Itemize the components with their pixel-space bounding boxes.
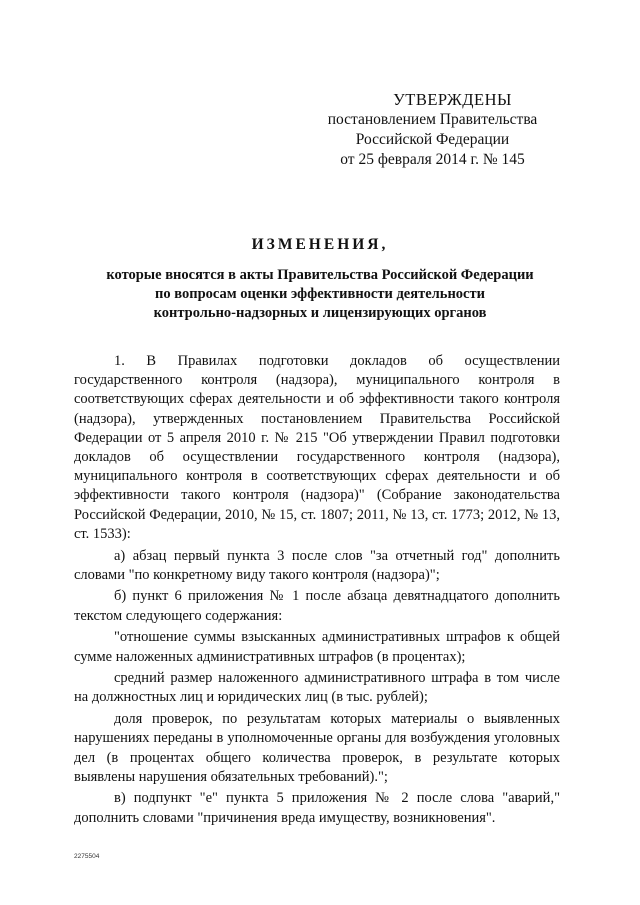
approval-line-government: Российской Федерации [355,131,510,148]
document-subtitle-line-1: которые вносятся в акты Правительства Российской Федерации [106,267,534,283]
approval-block [310,90,555,170]
paragraph-quote-1: "отношение суммы взысканных административных штрафов к общей сумме наложенных административных штрафов (в процентах); [74,629,560,665]
paragraph-item-b: б) пункт 6 приложения № 1 после абзаца девятнадцатого дополнить текстом следующего содержания: [74,588,560,624]
document-subtitle-line-3: контрольно-надзорных и лицензирующих органов [153,305,487,321]
document-subtitle-line-2: по вопросам оценки эффективности деятельности [155,286,485,302]
paragraph-1: 1. В Правилах подготовки докладов об осуществлении государственного контроля (надзора), муниципального контроля в соответствующих сферах деятельности и об эффективности такого контроля (надзора), утвержденных постановлением Правительства Российской Федерации от 5 апреля 2010 г. № 215 "Об утверждении Правил подготовки докладов об осуществлении государственного контроля (надзора), муниципального контроля в соответствующих сферах деятельности и об эффективности такого контроля (надзора)" (Собрание законодательства Российской Федерации, 2010, № 15, ст. 1807; 2011, № 13, ст. 1773; 2012, № 13, ст. 1533): [74,353,560,542]
document-title: ИЗМЕНЕНИЯ, [251,236,389,253]
approval-heading: УТВЕРЖДЕНЫ [393,90,512,109]
approval-line-decree: постановлением Правительства [327,111,538,128]
paragraph-item-a: а) абзац первый пункта 3 после слов "за отчетный год" дополнить словами "по конкретному виду такого контроля (надзора)"; [74,547,560,583]
paragraph-quote-3: доля проверок, по результатам которых материалы о выявленных нарушениях переданы в уполномоченные органы для возбуждения уголовных дел (в процентах общего количества проверок, в результате которых выявлены нарушения обязательных требований)."; [74,711,560,785]
document-body [74,352,560,830]
document-code: 2275504 [74,853,100,860]
document-title-block [0,236,640,323]
paragraph-item-c: в) подпункт "е" пункта 5 приложения № 2 после слова "аварий," дополнить словами "причинения вреда имуществу, возникновения". [74,790,560,826]
paragraph-quote-2: средний размер наложенного административного штрафа в том числе на должностных лиц и юридических лиц (в тыс. рублей); [74,670,560,706]
approval-line-date: от 25 февраля 2014 г. № 145 [340,151,525,168]
